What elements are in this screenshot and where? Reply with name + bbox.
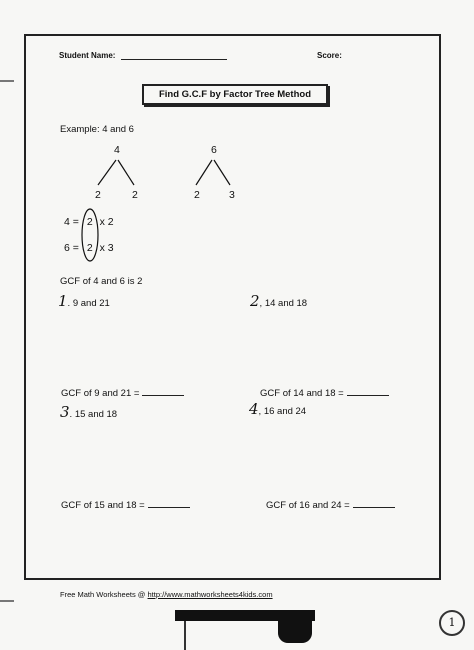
problem-1-number: 1: [58, 292, 68, 310]
problem-3-answer-blank[interactable]: [148, 498, 190, 508]
factor-line-6-rest: x 3: [99, 242, 114, 254]
tree2-right-leaf: 3: [229, 189, 235, 201]
problem-3: [60, 403, 117, 421]
problem-4-answer-label: GCF of 16 and 24 =: [266, 500, 350, 511]
tree2-left-branch: [196, 160, 212, 185]
problem-4: [249, 400, 306, 418]
tree1-left-leaf: 2: [95, 189, 101, 201]
tree2-right-branch: [214, 160, 230, 185]
page-title: Find G.C.F by Factor Tree Method: [142, 84, 328, 105]
factor-line-6-common: 2: [86, 242, 93, 254]
tree1-left-branch: [98, 160, 116, 185]
problem-1-answer-blank[interactable]: [142, 386, 184, 396]
problem-2-answer-label: GCF of 14 and 18 =: [260, 388, 344, 399]
score-label: Score:: [317, 51, 342, 60]
factor-line-6-lhs: 6 =: [64, 242, 79, 254]
problem-1-answer-label: GCF of 9 and 21 =: [61, 388, 140, 399]
factor-line-6: [64, 242, 114, 254]
footer-credit: [60, 590, 273, 599]
scan-artifact-bracket: [184, 621, 200, 650]
problem-4-answer: [266, 498, 395, 511]
footer-link[interactable]: http://www.mathworksheets4kids.com: [147, 590, 273, 599]
problem-3-answer-label: GCF of 15 and 18 =: [61, 500, 145, 511]
page-number: 1: [448, 616, 456, 629]
problem-2-answer: [260, 386, 389, 399]
problem-4-text: , 16 and 24: [258, 406, 307, 417]
tree1-root: 4: [114, 144, 120, 156]
footer-prefix: Free Math Worksheets @: [60, 590, 146, 599]
scan-artifact-bar: [175, 610, 315, 621]
problem-1-text: . 9 and 21: [67, 298, 110, 309]
factor-line-4: [64, 216, 114, 228]
tree2-left-leaf: 2: [194, 189, 200, 201]
example-label: Example: 4 and 6: [60, 124, 134, 135]
problem-2-number: 2: [250, 292, 260, 310]
problem-2-text: , 14 and 18: [259, 298, 308, 309]
problem-3-answer: [61, 498, 190, 511]
example-result: GCF of 4 and 6 is 2: [60, 276, 143, 287]
factor-line-4-common: 2: [86, 216, 93, 228]
problem-2: [250, 292, 307, 310]
factor-line-4-lhs: 4 =: [64, 216, 79, 228]
problem-4-answer-blank[interactable]: [353, 498, 395, 508]
tree1-right-branch: [118, 160, 134, 185]
problem-2-answer-blank[interactable]: [347, 386, 389, 396]
problem-3-text: . 15 and 18: [69, 409, 118, 420]
student-name-label: Student Name:: [59, 51, 116, 60]
tree1-right-leaf: 2: [132, 189, 138, 201]
problem-4-number: 4: [249, 400, 259, 418]
problem-1: [58, 292, 110, 310]
factor-line-4-rest: x 2: [99, 216, 114, 228]
page-number-badge: [439, 610, 465, 636]
tree2-root: 6: [211, 144, 217, 156]
scan-artifact-block: [278, 621, 312, 643]
problem-3-number: 3: [60, 403, 70, 421]
problem-1-answer: [61, 386, 184, 399]
